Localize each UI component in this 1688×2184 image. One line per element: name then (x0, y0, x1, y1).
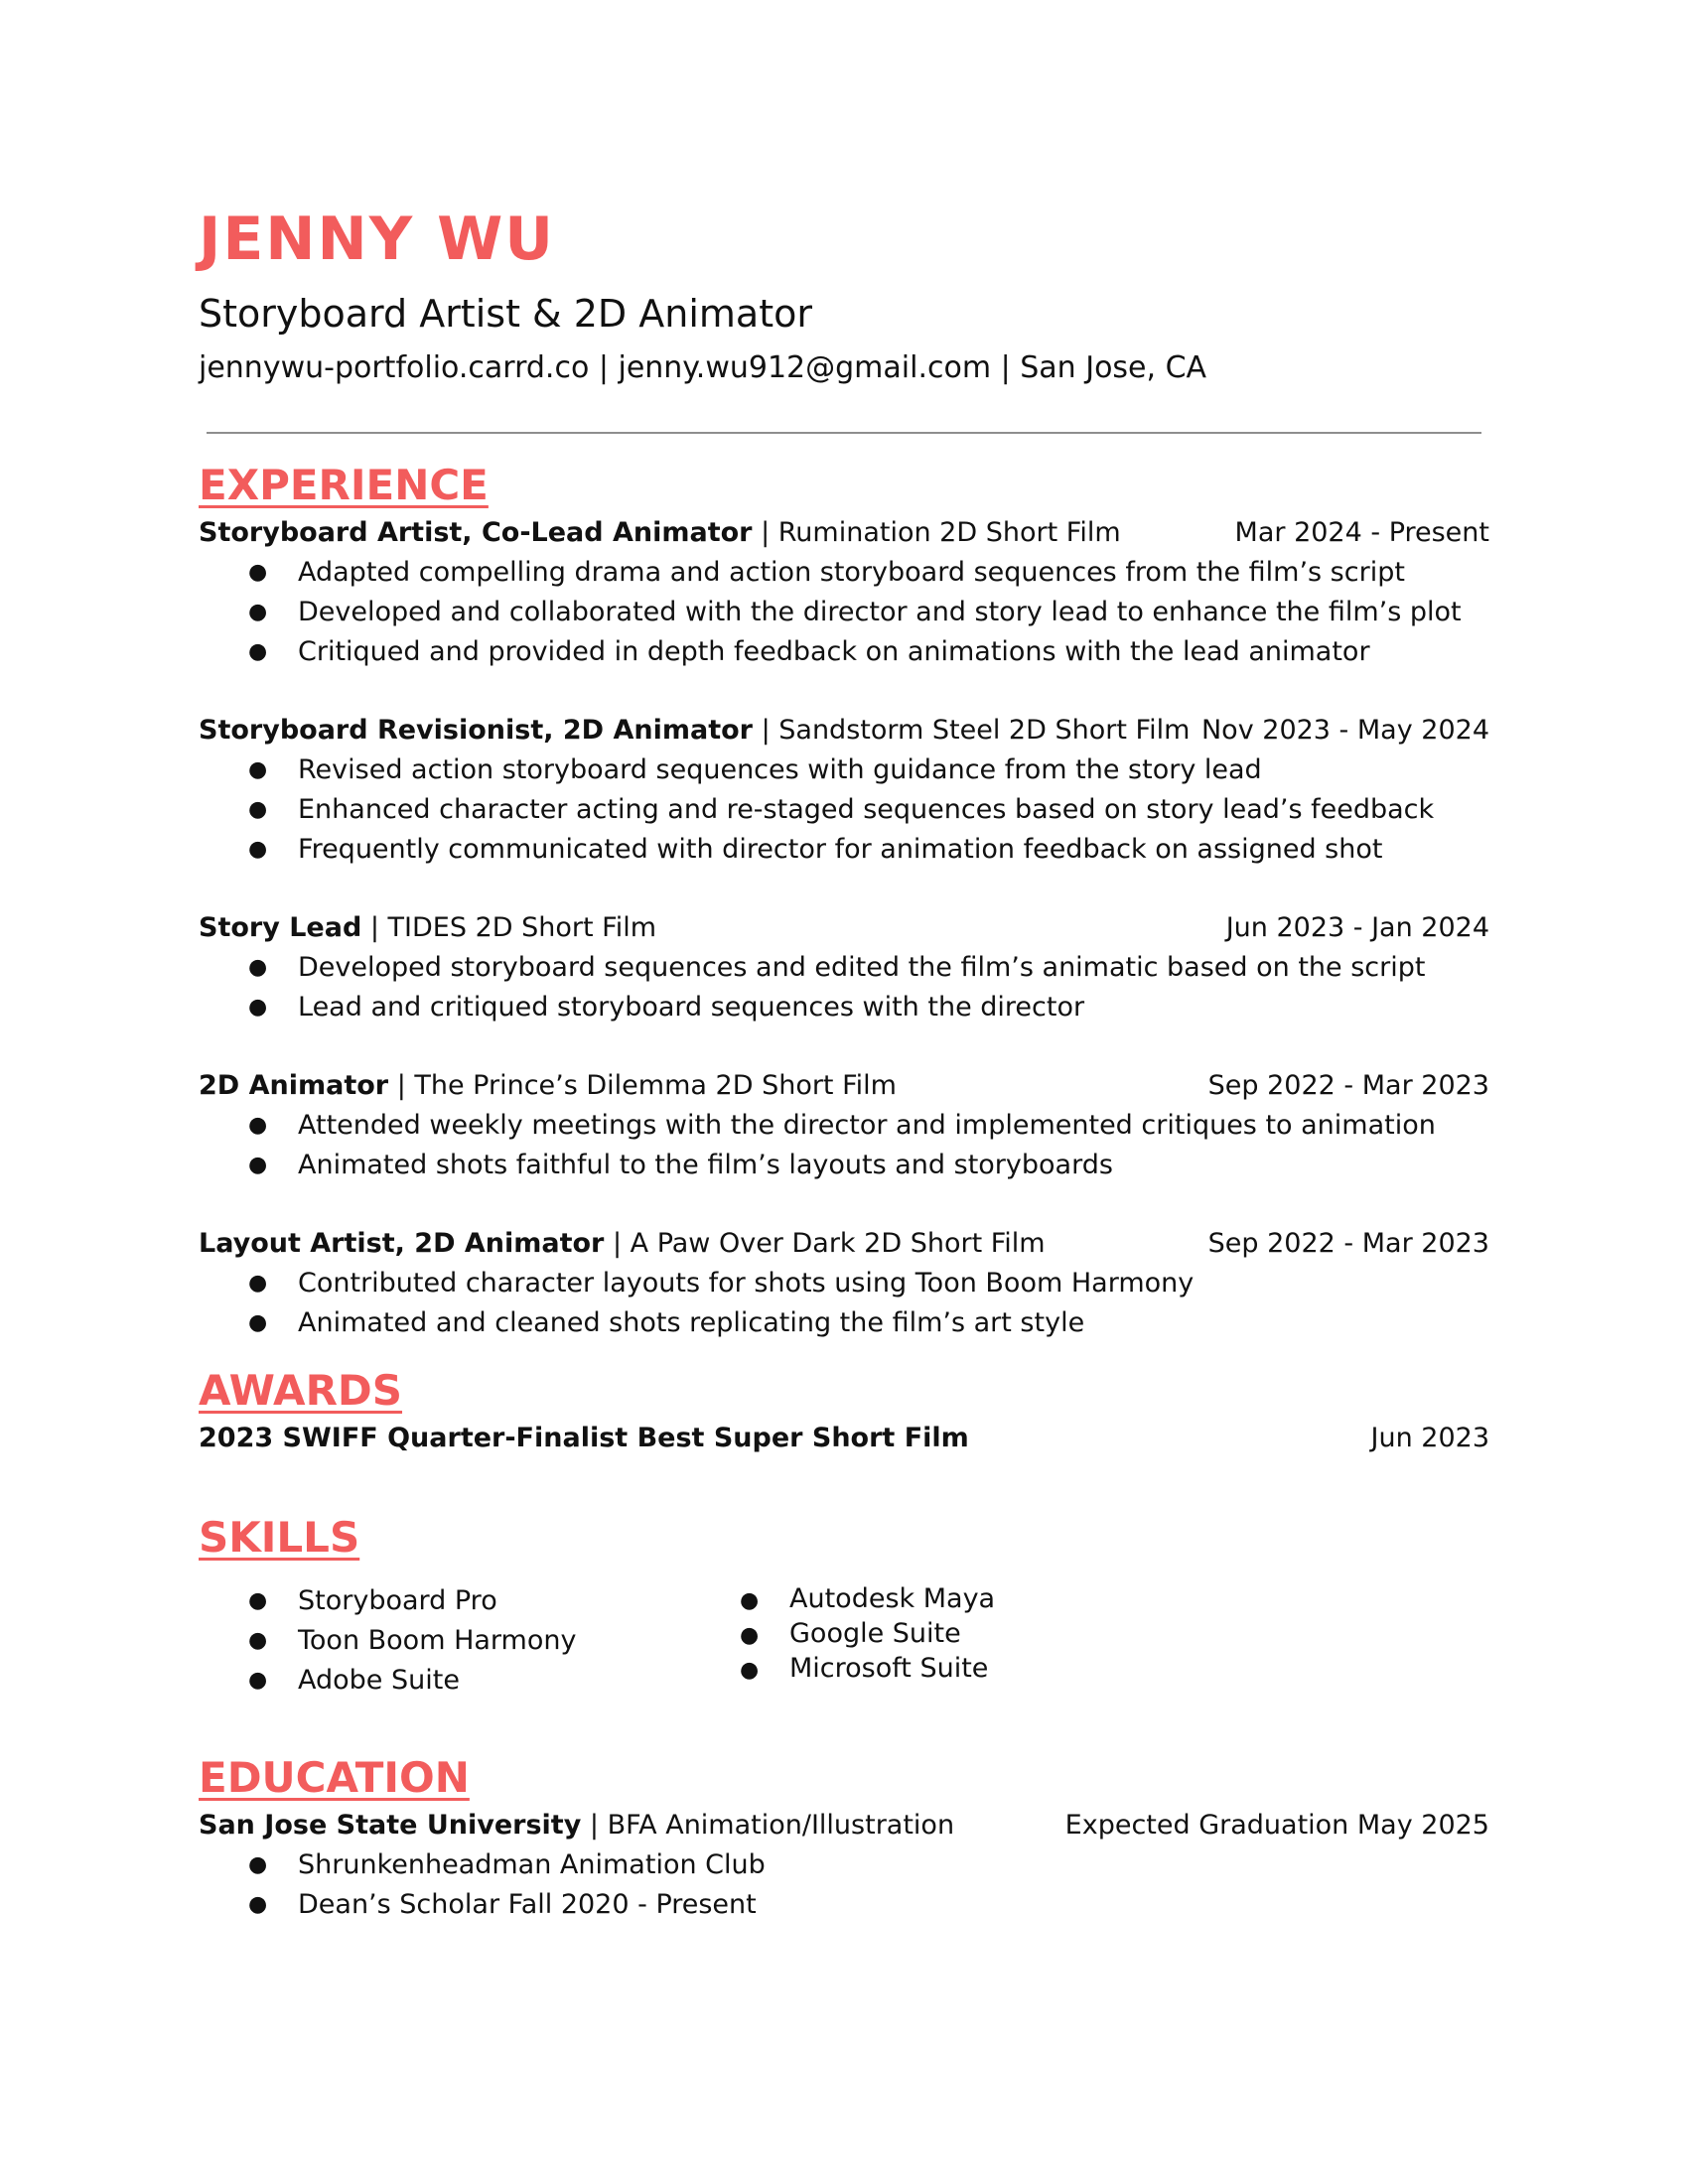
bullet-icon: ● (248, 955, 268, 980)
list-item: ● Attended weekly meetings with the director and implemented critiques to animation (199, 1106, 1489, 1146)
skills-list (199, 1581, 1489, 1701)
entry-header (199, 908, 1489, 948)
bullet-icon: ● (248, 837, 268, 862)
list-item: ● Microsoft Suite (690, 1651, 1182, 1686)
entry-role: Story Lead (199, 912, 362, 943)
bullet-icon: ● (248, 1310, 268, 1335)
education-bullets (199, 1845, 1489, 1925)
list-item: ● Storyboard Pro (199, 1581, 690, 1621)
degree: | BFA Animation/Illustration (581, 1810, 955, 1841)
entry-dates: Nov 2023 - May 2024 (1200, 715, 1489, 746)
bullet-icon: ● (248, 1588, 268, 1613)
experience-entry (199, 513, 1489, 672)
list-item: ● Critiqued and provided in depth feedback on animations with the lead animator (199, 632, 1489, 672)
list-item: ● Autodesk Maya (690, 1581, 1182, 1616)
experience-entry (199, 711, 1489, 870)
header-divider (207, 432, 1481, 434)
skills-column-2 (690, 1581, 1182, 1701)
experience-entry (199, 1224, 1489, 1343)
entry-header (199, 513, 1489, 553)
education-entry (199, 1806, 1489, 1845)
entry-dates: Mar 2024 - Present (1234, 517, 1489, 548)
bullet-icon: ● (248, 1852, 268, 1877)
bullet-icon: ● (248, 1668, 268, 1693)
entry-header (199, 711, 1489, 751)
experience-heading: EXPERIENCE (199, 461, 489, 509)
entry-header (199, 1066, 1489, 1106)
bullet-icon: ● (248, 797, 268, 822)
school-name: San Jose State University (199, 1810, 582, 1841)
bullet-icon: ● (248, 1271, 268, 1296)
bullet-icon: ● (248, 639, 268, 664)
entry-project: | TIDES 2D Short Film (361, 912, 657, 943)
entry-header (199, 1224, 1489, 1264)
bullet-icon: ● (248, 1628, 268, 1653)
award-item (199, 1419, 1489, 1458)
bullet-icon: ● (248, 600, 268, 624)
bullet-icon: ● (740, 1658, 760, 1683)
list-item: ● Adapted compelling drama and action storyboard sequences from the film’s script (199, 553, 1489, 593)
entry-project: | The Prince’s Dilemma 2D Short Film (388, 1070, 897, 1101)
contact-line: jennywu-portfolio.carrd.co | jenny.wu912@gmail.com | San Jose, CA (199, 350, 1207, 385)
skills-column-1 (199, 1581, 690, 1701)
bullet-icon: ● (740, 1588, 760, 1613)
bullet-icon: ● (248, 1892, 268, 1917)
list-item: ● Adobe Suite (199, 1661, 690, 1701)
entry-role: Storyboard Artist, Co-Lead Animator (199, 517, 753, 548)
list-item: ● Enhanced character acting and re-staged sequences based on story lead’s feedback (199, 790, 1489, 830)
list-item: ● Contributed character layouts for shots using Toon Boom Harmony (199, 1264, 1489, 1303)
list-item: ● Animated and cleaned shots replicating the film’s art style (199, 1303, 1489, 1343)
education-heading: EDUCATION (199, 1753, 470, 1802)
list-item: ● Dean’s Scholar Fall 2020 - Present (199, 1885, 1489, 1925)
awards-heading: AWARDS (199, 1366, 403, 1415)
experience-entry (199, 1066, 1489, 1185)
experience-entry (199, 908, 1489, 1027)
entry-project: | Rumination 2D Short Film (752, 517, 1121, 548)
candidate-role: Storyboard Artist & 2D Animator (199, 292, 812, 336)
entry-project: | Sandstorm Steel 2D Short Film (753, 715, 1191, 746)
list-item: ● Toon Boom Harmony (199, 1621, 690, 1661)
skills-heading: SKILLS (199, 1513, 360, 1562)
bullet-icon: ● (740, 1623, 760, 1648)
list-item: ● Developed storyboard sequences and edited the film’s animatic based on the script (199, 948, 1489, 988)
list-item: ● Shrunkenheadman Animation Club (199, 1845, 1489, 1885)
list-item: ● Revised action storyboard sequences with guidance from the story lead (199, 751, 1489, 790)
award-name: 2023 SWIFF Quarter-Finalist Best Super Short Film (199, 1423, 969, 1453)
entry-dates: Sep 2022 - Mar 2023 (1207, 1228, 1489, 1259)
list-item: ● Developed and collaborated with the director and story lead to enhance the film’s plot (199, 593, 1489, 632)
list-item: ● Lead and critiqued storyboard sequences with the director (199, 988, 1489, 1027)
bullet-icon: ● (248, 757, 268, 782)
resume-page (199, 204, 1489, 1925)
bullet-icon: ● (248, 1153, 268, 1177)
education-dates: Expected Graduation May 2025 (1064, 1810, 1489, 1841)
bullet-icon: ● (248, 560, 268, 585)
list-item: ● Frequently communicated with director for animation feedback on assigned shot (199, 830, 1489, 870)
award-date: Jun 2023 (1370, 1423, 1489, 1453)
list-item: ● Google Suite (690, 1616, 1182, 1651)
list-item: ● Animated shots faithful to the film’s layouts and storyboards (199, 1146, 1489, 1185)
candidate-name: JENNY WU (199, 205, 555, 274)
entry-role: 2D Animator (199, 1070, 389, 1101)
entry-dates: Sep 2022 - Mar 2023 (1207, 1070, 1489, 1101)
entry-role: Layout Artist, 2D Animator (199, 1228, 605, 1259)
experience-list (199, 513, 1489, 1343)
bullet-icon: ● (248, 995, 268, 1020)
entry-project: | A Paw Over Dark 2D Short Film (604, 1228, 1046, 1259)
entry-role: Storyboard Revisionist, 2D Animator (199, 715, 753, 746)
bullet-icon: ● (248, 1113, 268, 1138)
entry-dates: Jun 2023 - Jan 2024 (1225, 912, 1489, 943)
